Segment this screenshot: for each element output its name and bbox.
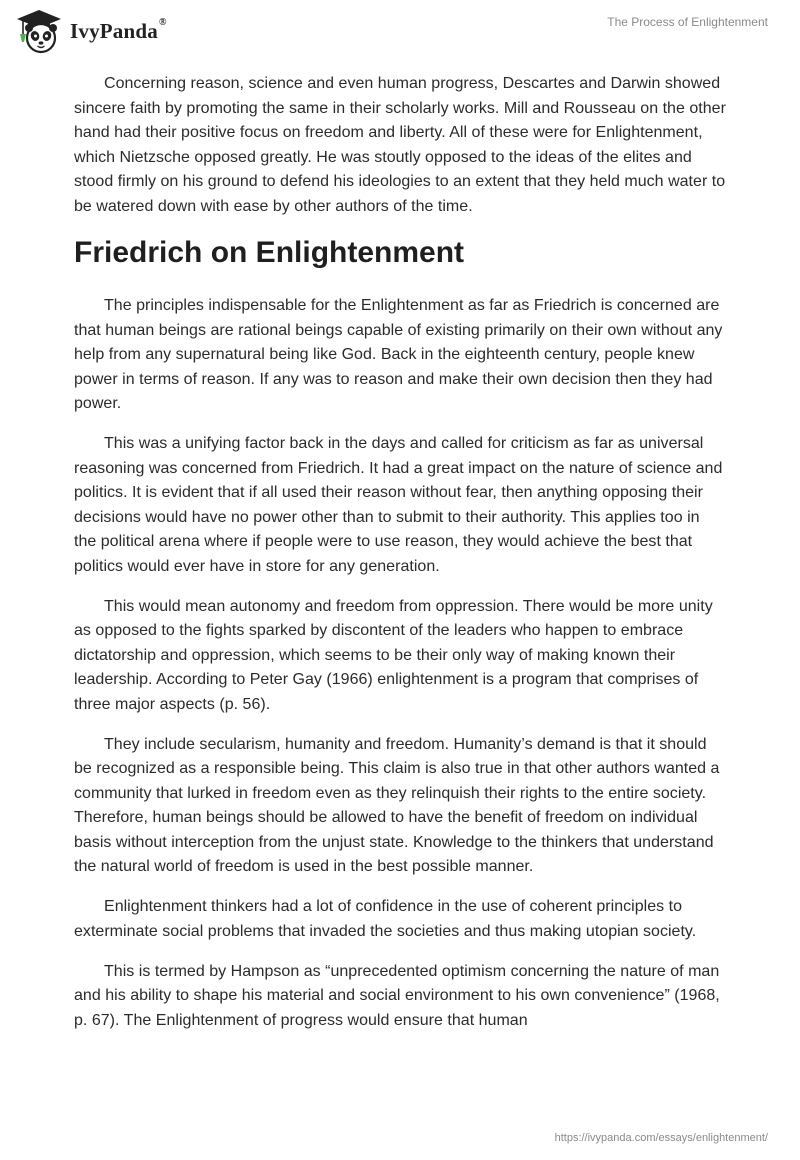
brand-logo[interactable] [14, 8, 167, 54]
paragraph: They include secularism, humanity and freedom. Humanity’s demand is that it should be recognized as a responsible being. This claim is also true in that other authors wanted a community that lurked in freedom even as they relinquish their rights to the entire society. Therefore, human beings should be allowed to have the benefit of freedom on individual basis without interception from the unjust state. Knowledge to the thinkers that understand the natural world of freedom is used in the best possible manner. [74, 735, 720, 875]
section-heading: Friedrich on Enlightenment [74, 236, 465, 269]
registered-mark: ® [158, 16, 167, 28]
article-body [74, 72, 726, 1049]
paragraph: Enlightenment thinkers had a lot of confidence in the use of coherent principles to exterminate social problems that invaded the societies and thus making utopian society. [74, 898, 697, 940]
paragraph: This was a unifying factor back in the days and called for criticism as far as universal reasoning was concerned from Friedrich. It had a great impact on the nature of science and politics. It is evident that if all used their reason without fear, then anything opposing their decisions would have no power other than to submit to their authority. This applies too in the political arena where if people were to use reason, they would achieve the best that politics would ever have in store for any generation. [74, 435, 723, 575]
panda-graduate-icon [14, 8, 64, 54]
paragraph: Concerning reason, science and even human progress, Descartes and Darwin showed sincere faith by promoting the same in their scholarly works. Mill and Rousseau on the other hand had their positive focus on freedom and liberty. All of these were for Enlightenment, which Nietzsche opposed greatly. He was stoutly opposed to the ideas of the elites and stood firmly on his ground to defend his ideologies to an extent that they held much water to be watered down with ease by other authors of the time. [74, 75, 726, 215]
paragraph: This would mean autonomy and freedom from oppression. There would be more unity as opposed to the fights sparked by discontent of the leaders who happen to embrace dictatorship and oppression, which seems to be their only way of making known their leadership. According to Peter Gay (1966) enlightenment is a program that comprises of three major aspects (p. 56). [74, 597, 713, 713]
paragraph: The principles indispensable for the Enlightenment as far as Friedrich is concerned are that human beings are rational beings capable of existing primarily on their own without any help from any supernatural being like God. Back in the eighteenth century, people knew power in terms of reason. If any was to reason and make their own decision then they had power. [74, 297, 723, 412]
paragraph: This is termed by Hampson as “unprecedented optimism concerning the nature of man and his ability to shape his material and social environment to his own convenience” (1968, p. 67). The Enlightenment of progress would ensure that human [74, 962, 720, 1029]
page-header [0, 0, 800, 62]
document-title: The Process of Enlightenment [607, 15, 768, 29]
source-url[interactable]: https://ivypanda.com/essays/enlightenment/ [554, 1132, 768, 1144]
brand-name: IvyPanda® [70, 16, 167, 43]
